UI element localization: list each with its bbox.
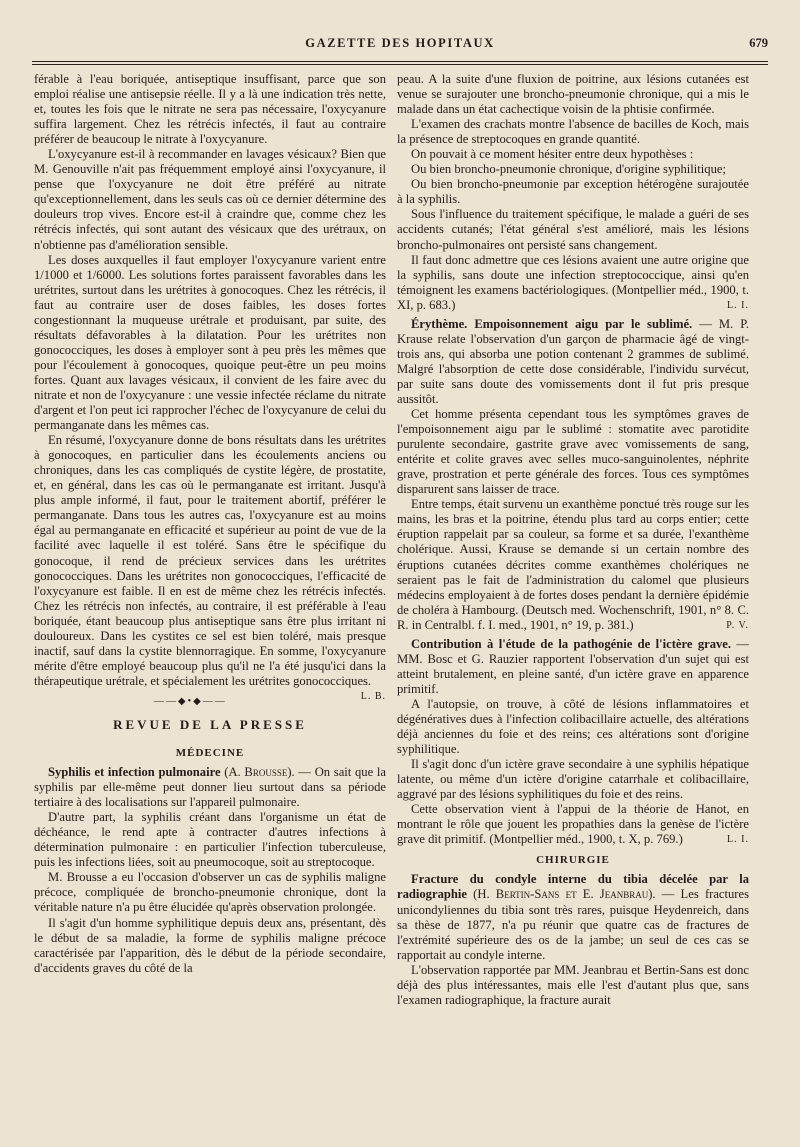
right-column <box>397 72 749 1008</box>
paragraph-text: Il faut donc admettre que ces lésions avaient une autre origine que la syphilis, sans doute une infection streptococcique, ainsi qu'en témoignent les examens bactériologiques. (Montpellier méd., 1900, t. XI, p. 683.) <box>397 252 749 312</box>
article-title: Syphilis et infection pulmonaire <box>48 765 221 780</box>
paragraph: D'autre part, la syphilis créant dans l'organisme un état de déchéance, le rend apte à contracter d'autres infections à détermination pulmonaire : en particulier l'infection tuberculeuse, puis les infections liées, soit au pneumocoque, soit au streptocoque. <box>34 810 386 870</box>
article-text: — M. P. Krause relate l'observation d'un garçon de pharmacie âgé de vingt-trois ans, qui absorba une potion contenant 2 grammes de sublimé. Malgré l'absorption de cette dose considérable, l'individu survécut, par suite sans doute des vomissements dont il fut pris presque aussitôt. <box>397 316 749 406</box>
paragraph: L'oxycyanure est-il à recommander en lavages vésicaux? Bien que M. Genouville n'ait pas fréquemment employé ainsi l'oxycyanure, il pense que l'oxycyanure ne doit être préféré au nitrate qu'exceptionnellement, dans les seuls cas où ce dernier détermine des douleurs trop vives. Encore est-il à craindre que, comme chez les rétrécis infectés, qui sont autant des vésicaux que des urétraux, on n'obtienne pas d'amélioration sensible. <box>34 147 386 252</box>
paragraph: Il s'agit donc d'un ictère grave secondaire à une syphilis hépatique latente, ou même d'un ictère d'origine catarrhale et colibacillaire, aggravé par des lésions syphilitiques du foie et des reins. <box>397 757 749 802</box>
paragraph: Il s'agit d'un homme syphilitique depuis deux ans, présentant, dès le début de sa maladie, la forme de syphilis maligne précoce caractérisée par l'apparition, dès le début de la période secondaire, d'accidents graves du côté de la <box>34 915 386 975</box>
paragraph-text: En résumé, l'oxycyanure donne de bons résultats dans les urétrites à gonocoques, en particulier dans les écoulements anciens ou chroniques, dans les cas compliqués de cystite légère, de prostatite, et, en général, dans les cas où le permanganate est irritant. Jusqu'à plus ample informé, il faut, pour le traitement abortif, préférer le permanganate. Dans tous les autres cas, l'oxycyanure est au moins égal au permanganate en efficacité et supérieur au point de vue de la facilité avec laquelle il est toléré. Sans être le spécifique du gonocoque, il rend de précieux services dans les urétrites gonococciques. Dans les urétrites non gonococciques, l'efficacité de l'oxycyanure est faible. Il en est de même chez les rétrécis infectés. Chez les rétrécis non infectés, au contraire, il est préférable à l'eau boriquée, étant beaucoup plus antiseptique sans être plus irritant ni douloureux. Dans les cystites ce sel est bien toléré, mais presque inactif, sauf dans la cystite blennorragique. En somme, l'oxycyanure mérite d'être employé beaucoup plus qu'il ne l'a été jusqu'ici dans la thérapeutique urétrale, et spécialement les urétrites gonococciques. <box>34 433 386 688</box>
article-author: (A. Brousse). <box>224 765 295 780</box>
article-text: — Les fractures unicondyliennes du tibia sont très rares, puisque Heydenreich, dans sa thèse de 1877, n'a pu réunir que quatre cas de fractures de l'extrémité supérieure des os de la jambe; un seul de ces cas se rapportait au condyle interne. <box>397 887 749 962</box>
left-column <box>34 72 386 976</box>
paragraph <box>397 497 749 632</box>
paragraph: M. Brousse a eu l'occasion d'observer un cas de syphilis maligne précoce, compliquée de broncho-pneumonie chronique, dont la véritable nature n'a pu être élucidée qu'après observation prolongée. <box>34 870 386 915</box>
page-header <box>32 36 768 56</box>
paragraph: Cet homme présenta cependant tous les symptômes graves de l'empoisonnement aigu par le sublimé : stomatite avec parotidite purulente secondaire, gastrite grave avec vomissements de sang, entérite et colite graves avec selles muco-sanguinolentes, néphrite grave, prostration et perte générale des forces. Tous ces symptômes disparurent sans laisser de trace. <box>397 407 749 497</box>
article-text: — MM. Bosc et G. Rauzier rapportent l'observation d'un sujet qui est atteint brutalement, en pleine santé, d'un ictère grave en apparence primitif. <box>397 636 750 696</box>
header-rule-bottom <box>32 64 768 65</box>
author-initials: L. B. <box>360 690 386 702</box>
article-lead <box>34 765 386 810</box>
paragraph: Les doses auxquelles il faut employer l'oxycyanure varient entre 1/1000 et 1/6000. Les solutions fortes paraissent favorables dans les urétrites, surtout dans les urétrites à gonocoques. Chez les rétrécis, il faut au contraire user de doses faibles, les doses fortes congestionnant la muqueuse urétrale et produisant, par suite, des résultats défavorables à la dilatation. Pour les urétrites non gonococciques, les doses à employer sont à peu près les mêmes que pour l'écoulement à gonocoques, quoique peut-être un peu moins fortes. Quant aux lavages vésicaux, il convient de les faire avec du nitrate et non de l'oxycyanure : une vessie infectée réclame du nitrate d'argent et l'on peut ici rapprocher l'échec de l'oxycyanure de celui du permanganate dans les mêmes cas. <box>34 252 386 433</box>
paragraph-text: Cette observation vient à l'appui de la théorie de Hanot, en montrant le rôle que jouent les propathies dans la genèse de l'ictère grave dit primitif. (Montpellier méd., 1900, t. X, p. 769.) <box>397 802 749 847</box>
paragraph: Sous l'influence du traitement spécifique, le malade a guéri de ses accidents cutanés; l'état général s'est amélioré, mais les lésions broncho-pulmonaires ont persisté sans changement. <box>397 207 749 252</box>
paragraph: Ou bien broncho-pneumonie par exception hétérogène surajoutée à la syphilis. <box>397 177 749 207</box>
article-lead <box>397 637 749 697</box>
subsection-heading: MÉDECINE <box>175 747 245 760</box>
paragraph: Ou bien broncho-pneumonie chronique, d'origine syphilitique; <box>411 162 726 177</box>
paragraph: A l'autopsie, on trouve, à côté de lésions inflammatoires et dégénératives dues à l'infection colibacillaire actuelle, des altérations déjà anciennes du foie et des reins; ces altérations sont d'origine syphilitique. <box>397 696 749 757</box>
ornament-separator: ——◆•◆—— <box>153 695 227 707</box>
article-lead <box>397 872 749 962</box>
paragraph: L'examen des crachats montre l'absence de bacilles de Koch, mais la présence de streptocoques en grande quantité. <box>397 117 749 147</box>
article-lead <box>397 317 749 407</box>
paragraph <box>397 802 749 847</box>
paragraph: L'observation rapportée par MM. Jeanbrau et Bertin-Sans est donc déjà des plus intéressantes, mais elle l'est d'autant plus que, sans l'examen radiographique, la fracture aurait <box>397 962 749 1007</box>
header-rule-top <box>32 61 768 62</box>
article-text: — On sait que la syphilis par elle-même peut donner lieu surtout dans sa période tertiaire à des localisations sur l'appareil pulmonaire. <box>34 765 386 810</box>
paragraph: férable à l'eau boriquée, antiseptique insuffisant, parce que son emploi réalise une antisepsie réelle. Il y a là une indication très nette, et, toutes les fois que le nitrate ne sera pas nécessaire, l'oxycyanure suffira largement. Chez les rétrécis infectés, il faut au contraire préférer de beaucoup le nitrate à l'oxycyanure. <box>34 72 386 147</box>
article-title: Contribution à l'étude de la pathogénie de l'ictère grave. <box>411 636 732 651</box>
section-heading: REVUE DE LA PRESSE <box>113 716 307 732</box>
article-title: Érythème. Empoisonnement aigu par le sublimé. <box>411 316 693 331</box>
author-initials: L. I. <box>727 834 749 846</box>
paragraph-text: Entre temps, était survenu un exanthème ponctué très rouge sur les mains, les bras et la poitrine, étendu plus tard au corps entier; cette éruption rappelait par sa couleur, sa forme et sa durée, l'exanthème cholérique. Aussi, Krause se demande si un certain nombre des éruptions cutanées décrites comme exanthèmes cholériques ne seraient pas le fait de l'administration du calomel que plusieurs médecins employaient à de fortes doses pendant la dernière épidémie de choléra à Hambourg. (Deutsch med. Wochenschrift, 1901, n° 8. C. R. in Centralbl. f. I. med., 1901, n° 19, p. 381.) <box>397 497 749 632</box>
paragraph: On pouvait à ce moment hésiter entre deux hypothèses : <box>411 147 694 162</box>
page-number: 679 <box>749 36 768 50</box>
article-author: (H. Bertin-Sans et E. Jeanbrau). <box>473 887 656 902</box>
article-title: Fracture du condyle interne du tibia décelée par la radiographie <box>397 872 749 902</box>
journal-title: GAZETTE DES HOPITAUX <box>305 36 495 50</box>
paragraph <box>34 433 386 702</box>
paragraph <box>397 253 749 313</box>
paragraph: peau. A la suite d'une fluxion de poitrine, aux lésions cutanées est venue se surajouter une broncho-pneumonie chronique, qui a mis le malade dans un état cachectique voisin de la phtisie confirmée. <box>397 72 749 117</box>
author-initials: L. I. <box>727 299 749 311</box>
author-initials: P. V. <box>726 619 749 631</box>
subsection-heading: CHIRURGIE <box>536 854 610 867</box>
